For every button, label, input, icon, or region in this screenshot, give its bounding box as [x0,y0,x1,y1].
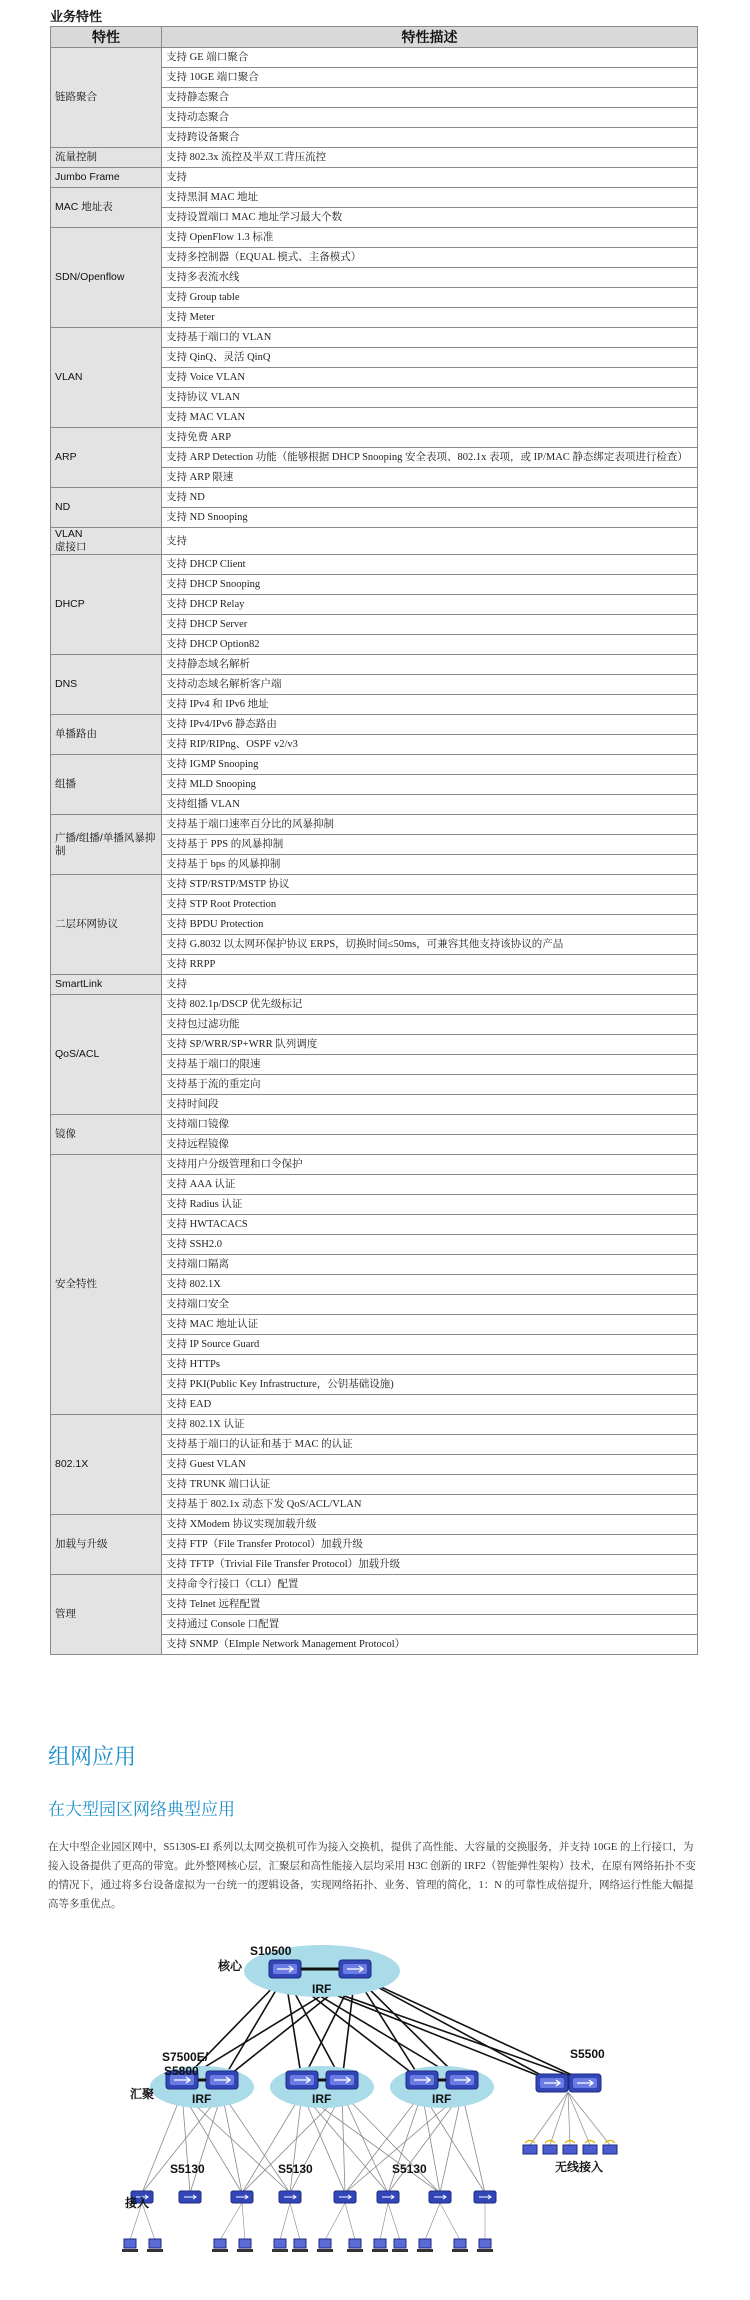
feature-description-cell: 支持多表流水线 [162,268,698,288]
feature-description-cell: 支持免费 ARP [162,428,698,448]
core-uplink-line [355,1975,552,2081]
pc-icon [212,2239,228,2252]
feature-category-cell: 安全特性 [51,1155,162,1415]
access-model-label: S5130 [170,2162,205,2176]
access-switch-icon [474,2191,496,2203]
pc-keyboard [317,2249,333,2252]
aggregation-label: 汇聚 [130,2087,155,2101]
pc-monitor [419,2239,431,2248]
core-irf-label: IRF [312,1982,332,1996]
access-uplink-line [182,2093,190,2193]
pc-keyboard [417,2249,433,2252]
feature-description-cell: 支持 OpenFlow 1.3 标准 [162,228,698,248]
access-uplink-line [462,2093,485,2193]
aggregation-switch-icon [206,2071,238,2089]
feature-description-cell: 支持 SP/WRR/SP+WRR 队列调度 [162,1035,698,1055]
feature-description-cell: 支持组播 VLAN [162,795,698,815]
feature-description-cell: 支持静态聚合 [162,88,698,108]
feature-description-cell: 支持 DHCP Client [162,555,698,575]
feature-category-cell: DHCP [51,555,162,655]
features-table [50,26,698,1655]
feature-description-cell: 支持 [162,975,698,995]
aggregation-switch-icon [286,2071,318,2089]
access-point-icon [563,2145,577,2154]
feature-description-cell: 支持黑洞 MAC 地址 [162,188,698,208]
access-uplink-line [242,2093,302,2193]
aggregation-switch-icon [406,2071,438,2089]
pc-monitor [239,2239,251,2248]
access-point-icon [583,2145,597,2154]
table-row [51,488,698,508]
feature-description-cell: 支持动态域名解析客户端 [162,675,698,695]
pc-monitor [214,2239,226,2248]
pc-link-line [280,2203,290,2240]
table-row [51,995,698,1015]
feature-description-cell: 支持基于端口速率百分比的风暴抑制 [162,815,698,835]
access-uplink-line [302,2093,345,2193]
feature-description-cell: 支持端口镜像 [162,1115,698,1135]
wifi-signal-icon [525,2141,535,2144]
feature-description-cell: 支持命令行接口（CLI）配置 [162,1575,698,1595]
feature-description-cell: 支持基于端口的认证和基于 MAC 的认证 [162,1435,698,1455]
feature-description-cell: 支持静态域名解析 [162,655,698,675]
pc-keyboard [372,2249,388,2252]
pc-keyboard [452,2249,468,2252]
pc-monitor [374,2239,386,2248]
topology-nodes [122,1945,617,2252]
pc-link-line [440,2203,460,2240]
table-row [51,428,698,448]
feature-description-cell: 支持 Radius 认证 [162,1195,698,1215]
feature-description-cell: 支持 TRUNK 端口认证 [162,1475,698,1495]
feature-description-cell: 支持 Guest VLAN [162,1455,698,1475]
core-model-label: S10500 [250,1944,292,1958]
pc-icon [292,2239,308,2252]
table-row [51,188,698,208]
feature-description-cell: 支持端口安全 [162,1295,698,1315]
ap-link-line [550,2092,568,2145]
access-switch-icon [179,2191,201,2203]
wireless-switch-label: S5500 [570,2047,605,2061]
access-point-icon [603,2145,617,2154]
feature-category-cell: 802.1X [51,1415,162,1515]
feature-category-cell: ARP [51,428,162,488]
feature-category-cell: DNS [51,655,162,715]
feature-description-cell: 支持 G.8032 以太网环保护协议 ERPS，切换时间≤50ms，可兼容其他支持该协议的产品 [162,935,698,955]
access-switch-icon [231,2191,253,2203]
access-switch-icon [334,2191,356,2203]
access-model-label: S5130 [278,2162,313,2176]
feature-description-cell: 支持 DHCP Snooping [162,575,698,595]
feature-description-cell: 支持设置端口 MAC 地址学习最大个数 [162,208,698,228]
pc-monitor [454,2239,466,2248]
feature-description-cell: 支持 DHCP Relay [162,595,698,615]
wireless-switch-icon [536,2074,568,2092]
feature-description-cell: 支持 DHCP Server [162,615,698,635]
table-row [51,1155,698,1175]
pc-link-line [325,2203,345,2240]
feature-description-cell: 支持 Meter [162,308,698,328]
access-uplink-line [342,2093,388,2193]
feature-description-cell: 支持 STP Root Protection [162,895,698,915]
core-label: 核心 [218,1959,243,1973]
aggregation-switch-icon [446,2071,478,2089]
feature-description-cell: 支持 Voice VLAN [162,368,698,388]
feature-description-cell: 支持基于端口的 VLAN [162,328,698,348]
feature-description-cell: 支持用户分级管理和口令保护 [162,1155,698,1175]
feature-category-cell: VLAN 虚接口 [51,528,162,555]
table-row [51,168,698,188]
ap-link-line [530,2092,568,2145]
pc-icon [237,2239,253,2252]
access-uplink-line [142,2093,222,2193]
pc-link-line [345,2203,355,2240]
feature-description-cell: 支持多控制器（EQUAL 模式、主备模式） [162,248,698,268]
feature-description-cell: 支持 XModem 协议实现加载升级 [162,1515,698,1535]
pc-icon [417,2239,433,2252]
feature-category-cell: 加载与升级 [51,1515,162,1575]
pc-icon [477,2239,493,2252]
access-uplink-line [182,2093,242,2193]
pc-keyboard [122,2249,138,2252]
feature-category-cell: 链路聚合 [51,48,162,148]
table-row [51,815,698,835]
wifi-signal-icon [585,2141,595,2144]
table-row [51,48,698,68]
access-uplink-line [182,2093,290,2193]
core-switch-icon [339,1960,371,1978]
table-row [51,528,698,555]
aggregation-irf-label: IRF [432,2092,452,2106]
table-row [51,655,698,675]
pc-monitor [319,2239,331,2248]
feature-description-cell: 支持基于 802.1x 动态下发 QoS/ACL/VLAN [162,1495,698,1515]
feature-description-cell: 支持 MAC 地址认证 [162,1315,698,1335]
access-uplink-line [302,2093,388,2193]
feature-description-cell: 支持 802.1X 认证 [162,1415,698,1435]
feature-description-cell: 支持 IPv4 和 IPv6 地址 [162,695,698,715]
pc-monitor [294,2239,306,2248]
feature-description-cell: 支持跨设备聚合 [162,128,698,148]
feature-description-cell: 支持 QinQ、灵活 QinQ [162,348,698,368]
feature-description-cell: 支持 HWTACACS [162,1215,698,1235]
access-switch-icon [279,2191,301,2203]
access-uplink-line [190,2093,222,2193]
pc-keyboard [347,2249,363,2252]
pc-monitor [149,2239,161,2248]
wireless-switch-icon [569,2074,601,2092]
table-row [51,228,698,248]
pc-link-line [425,2203,440,2240]
wifi-signal-icon [545,2141,555,2144]
feature-description-cell: 支持端口隔离 [162,1255,698,1275]
feature-description-cell: 支持 AAA 认证 [162,1175,698,1195]
pc-keyboard [392,2249,408,2252]
feature-description-cell: 支持 ARP 限速 [162,468,698,488]
feature-category-cell: 组播 [51,755,162,815]
pc-icon [272,2239,288,2252]
column-header-feature: 特性 [51,27,162,48]
feature-description-cell: 支持基于 bps 的风暴抑制 [162,855,698,875]
feature-description-cell: 支持 FTP（File Transfer Protocol）加载升级 [162,1535,698,1555]
table-row [51,1575,698,1595]
feature-description-cell: 支持 RRPP [162,955,698,975]
pc-icon [372,2239,388,2252]
network-topology-diagram [100,1935,660,2295]
feature-category-cell: SDN/Openflow [51,228,162,328]
pc-monitor [479,2239,491,2248]
feature-category-cell: Jumbo Frame [51,168,162,188]
pc-icon [122,2239,138,2252]
feature-description-cell: 支持 EAD [162,1395,698,1415]
feature-description-cell: 支持时间段 [162,1095,698,1115]
feature-category-cell: 流量控制 [51,148,162,168]
pc-icon [452,2239,468,2252]
pc-keyboard [292,2249,308,2252]
pc-keyboard [477,2249,493,2252]
networking-heading: 组网应用 [48,1744,137,1769]
table-row [51,975,698,995]
feature-description-cell: 支持 STP/RSTP/MSTP 协议 [162,875,698,895]
pc-link-line [380,2203,388,2240]
table-row [51,1115,698,1135]
feature-category-cell: QoS/ACL [51,995,162,1115]
feature-description-cell: 支持 IGMP Snooping [162,755,698,775]
feature-description-cell: 支持 Telnet 远程配置 [162,1595,698,1615]
feature-description-cell: 支持 ND [162,488,698,508]
feature-description-cell: 支持 PKI(Public Key Infrastructure，公钥基础设施) [162,1375,698,1395]
pc-link-line [242,2203,245,2240]
pc-link-line [290,2203,300,2240]
networking-subheading: 在大型园区网络典型应用 [48,1800,235,1819]
access-uplink-line [290,2093,342,2193]
aggregation-irf-label: IRF [312,2092,332,2106]
pc-icon [147,2239,163,2252]
table-row [51,148,698,168]
core-uplink-line [355,1975,585,2081]
feature-category-cell: 镜像 [51,1115,162,1155]
feature-description-cell: 支持包过滤功能 [162,1015,698,1035]
feature-category-cell: VLAN [51,328,162,428]
feature-description-cell: 支持 MLD Snooping [162,775,698,795]
feature-description-cell: 支持 SSH2.0 [162,1235,698,1255]
feature-description-cell: 支持 ARP Detection 功能（能够根据 DHCP Snooping 安全表项、802.1x 表项，或 IP/MAC 静态绑定表项进行检查） [162,448,698,468]
pc-monitor [394,2239,406,2248]
pc-monitor [349,2239,361,2248]
access-switch-icon [377,2191,399,2203]
feature-category-cell: 单播路由 [51,715,162,755]
table-row [51,555,698,575]
feature-description-cell: 支持 ND Snooping [162,508,698,528]
table-row [51,328,698,348]
feature-description-cell: 支持 IP Source Guard [162,1335,698,1355]
table-row [51,1415,698,1435]
column-header-description: 特性描述 [162,27,698,48]
table-header-row [51,27,698,48]
feature-description-cell: 支持 802.3x 流控及半双工背压流控 [162,148,698,168]
feature-description-cell: 支持 Group table [162,288,698,308]
access-uplink-line [302,2093,440,2193]
ap-link-line [568,2092,590,2145]
feature-description-cell: 支持 RIP/RIPng、OSPF v2/v3 [162,735,698,755]
aggregation-irf-label: IRF [192,2092,212,2106]
pc-keyboard [212,2249,228,2252]
feature-description-cell: 支持 802.1p/DSCP 优先级标记 [162,995,698,1015]
access-point-icon [523,2145,537,2154]
section-title: 业务特性 [50,9,103,24]
pc-icon [347,2239,363,2252]
feature-description-cell: 支持 10GE 端口聚合 [162,68,698,88]
feature-description-cell: 支持基于流的重定向 [162,1075,698,1095]
table-row [51,755,698,775]
feature-category-cell: ND [51,488,162,528]
agg-model-label-1: S7500E/ [162,2050,209,2064]
feature-description-cell: 支持协议 VLAN [162,388,698,408]
wireless-access-label: 无线接入 [555,2160,604,2174]
feature-description-cell: 支持 IPv4/IPv6 静态路由 [162,715,698,735]
feature-description-cell: 支持基于 PPS 的风暴抑制 [162,835,698,855]
feature-description-cell: 支持 [162,168,698,188]
feature-description-cell: 支持 GE 端口聚合 [162,48,698,68]
table-row [51,715,698,735]
feature-description-cell: 支持 BPDU Protection [162,915,698,935]
feature-category-cell: 二层环网协议 [51,875,162,975]
ap-link-line [568,2092,610,2145]
access-switch-icon [429,2191,451,2203]
access-uplink-line [142,2093,182,2193]
feature-description-cell: 支持 MAC VLAN [162,408,698,428]
pc-keyboard [272,2249,288,2252]
feature-category-cell: 广播/组播/单播风暴抑制 [51,815,162,875]
pc-link-line [220,2203,242,2240]
access-point-icon [543,2145,557,2154]
pc-link-line [388,2203,400,2240]
feature-description-cell: 支持 DHCP Option82 [162,635,698,655]
feature-description-cell: 支持通过 Console 口配置 [162,1615,698,1635]
feature-description-cell: 支持 SNMP（EImple Network Management Protocol） [162,1635,698,1655]
feature-description-cell: 支持 HTTPs [162,1355,698,1375]
feature-description-cell: 支持 [162,528,698,555]
pc-icon [392,2239,408,2252]
pc-keyboard [237,2249,253,2252]
table-row [51,875,698,895]
pc-keyboard [147,2249,163,2252]
agg-model-label-2: S5800 [164,2064,199,2078]
feature-description-cell: 支持远程镜像 [162,1135,698,1155]
feature-category-cell: MAC 地址表 [51,188,162,228]
feature-description-cell: 支持 TFTP（Trivial File Transfer Protocol）加载升级 [162,1555,698,1575]
core-switch-icon [269,1960,301,1978]
pc-monitor [274,2239,286,2248]
access-label: 接入 [125,2196,150,2210]
feature-description-cell: 支持基于端口的限速 [162,1055,698,1075]
feature-description-cell: 支持动态聚合 [162,108,698,128]
aggregation-switch-icon [326,2071,358,2089]
table-row [51,1515,698,1535]
access-uplink-line [388,2093,422,2193]
feature-category-cell: 管理 [51,1575,162,1655]
features-table-body [51,48,698,1655]
feature-category-cell: SmartLink [51,975,162,995]
access-model-label: S5130 [392,2162,427,2176]
pc-monitor [124,2239,136,2248]
access-uplink-line [422,2093,485,2193]
ap-link-line [568,2092,570,2145]
feature-description-cell: 支持 802.1X [162,1275,698,1295]
access-uplink-line [345,2093,462,2193]
pc-icon [317,2239,333,2252]
networking-paragraph: 在大中型企业园区网中，S5130S-EI 系列以太网交换机可作为接入交换机，提供了高性能、大容量的交换服务，并支持 10GE 的上行接口，为接入设备提供了更高的带宽。此外整网核心层，汇聚层和高性能接入层均采用 H3C 创新的 IRF2（智能弹性架构）技术，在原有网络拓扑不变的情况下，通过将多台设备虚拟为一台统一的逻辑设备，实现网络拓扑、业务、管理的简化，1：N 的可靠性成倍提升，网络运行性能大幅提高等多重优点。 [48,1842,696,1910]
